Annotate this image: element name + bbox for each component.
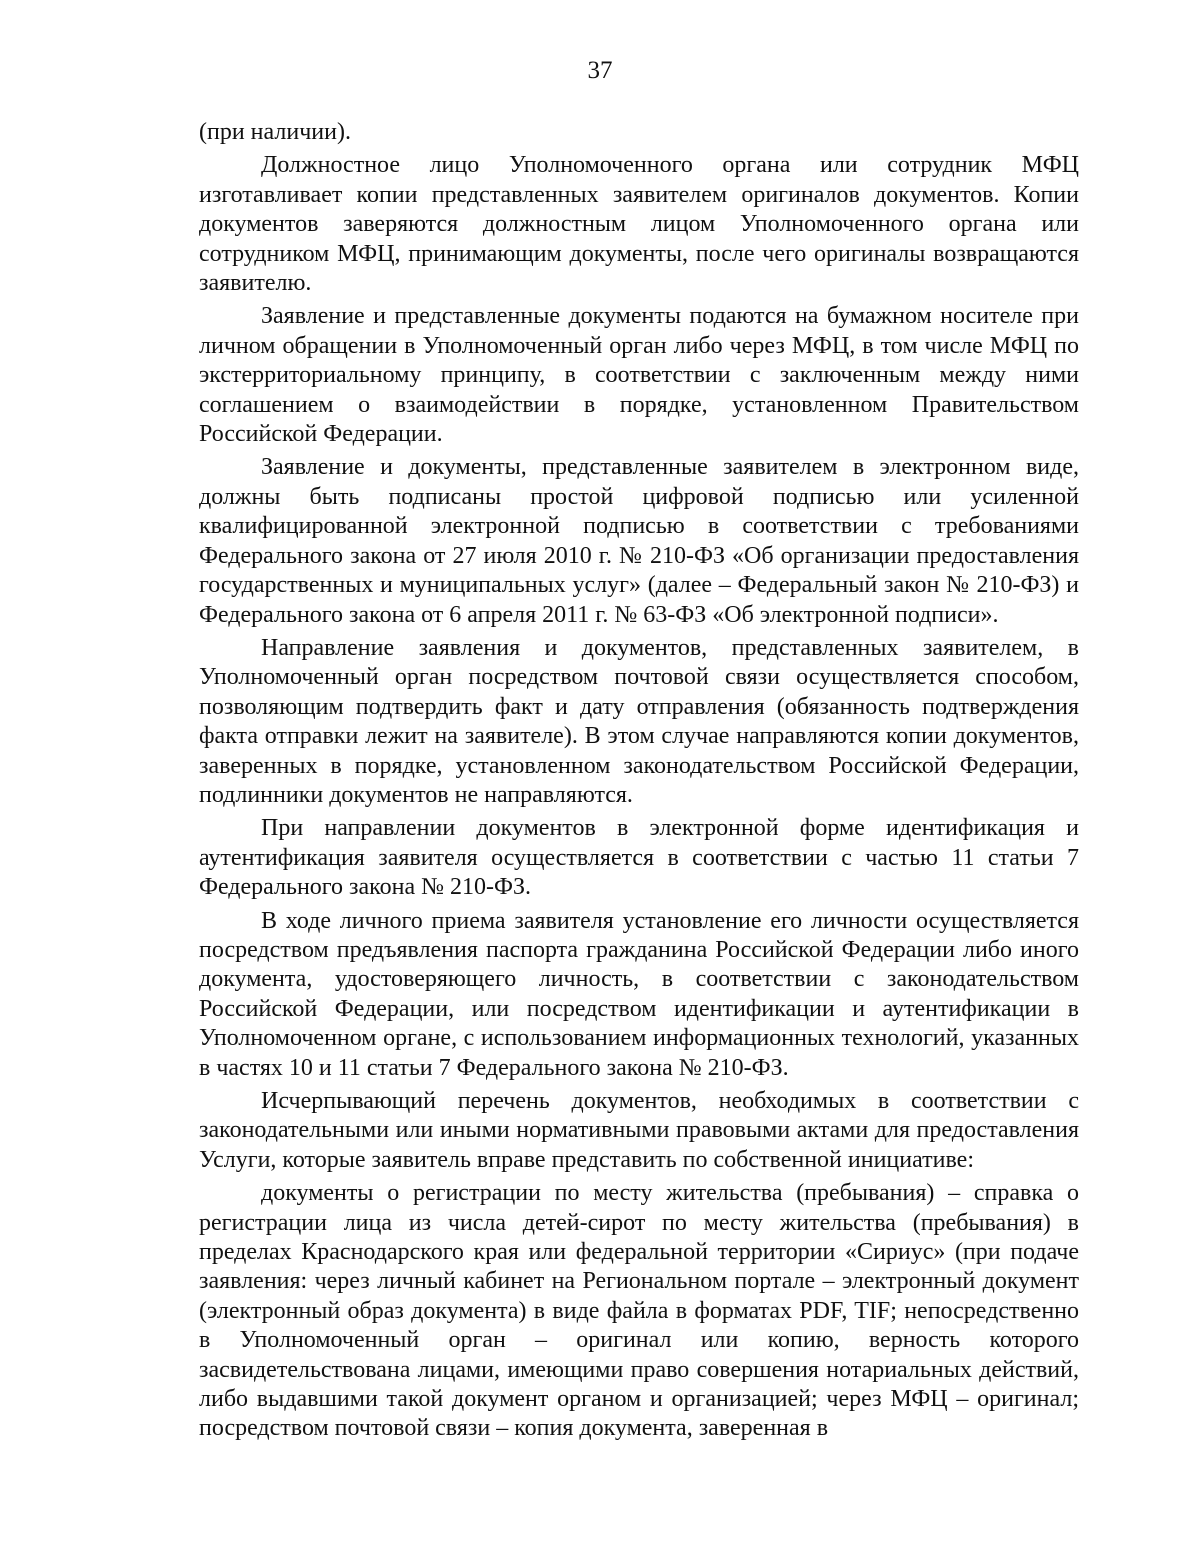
paragraph: Должностное лицо Уполномоченного органа или сотрудник МФЦ изготавливает копии представленных заявителем оригиналов документов. Копии документов заверяются должностным лицом Уполномоченного органа или сотрудником МФЦ, принимающим документы, после чего оригиналы возвращаются заявителю. (199, 152, 1079, 297)
paragraph: Исчерпывающий перечень документов, необходимых в соответствии с законодательными или иными нормативными правовыми актами для предоставления Услуги, которые заявитель вправе представить по собственной инициативе: (199, 1088, 1079, 1173)
paragraph: При направлении документов в электронной форме идентификация и аутентификация заявителя осуществляется в соответствии с частью 11 статьи 7 Федерального закона № 210-ФЗ. (199, 815, 1079, 901)
document-body (199, 118, 1079, 1448)
paragraph: Направление заявления и документов, представленных заявителем, в Уполномоченный орган посредством почтовой связи осуществляется способом, позволяющим подтвердить факт и дату отправления (обязанность подтверждения факта отправки лежит на заявителе). В этом случае направляются копии документов, заверенных в порядке, установленном законодательством Российской Федерации, подлинники документов не направляются. (199, 634, 1079, 808)
page-number: 37 (587, 57, 613, 84)
paragraph: В ходе личного приема заявителя установление его личности осуществляется посредством предъявления паспорта гражданина Российской Федерации либо иного документа, удостоверяющего личность, в соответствии с законодательством Российской Федерации, или посредством идентификации и аутентификации в Уполномоченном органе, с использованием информационных технологий, указанных в частях 10 и 11 статьи 7 Федерального закона № 210-ФЗ. (199, 907, 1079, 1081)
paragraph: Заявление и представленные документы подаются на бумажном носителе при личном обращении в Уполномоченный орган либо через МФЦ, в том числе МФЦ по экстерриториальному принципу, в соответствии с заключенным между ними соглашением о взаимодействии в порядке, установленном Правительством Российской Федерации. (199, 303, 1079, 448)
paragraph: (при наличии). (199, 119, 351, 145)
paragraph: Заявление и документы, представленные заявителем в электронном виде, должны быть подписаны простой цифровой подписью или усиленной квалифицированной электронной подписью в соответствии с требованиями Федерального закона от 27 июля 2010 г. № 210-ФЗ «Об организации предоставления государственных и муниципальных услуг» (далее – Федеральный закон № 210-ФЗ) и Федерального закона от 6 апреля 2011 г. № 63-ФЗ «Об электронной подписи». (199, 454, 1079, 628)
paragraph: документы о регистрации по месту жительства (пребывания) – справка о регистрации лица из числа детей-сирот по месту жительства (пребывания) в пределах Краснодарского края или федеральной территории «Сириус» (при подаче заявления: через личный кабинет на Региональном портале – электронный документ (электронный образ документа) в виде файла в форматах PDF, TIF; непосредственно в Уполномоченный орган – оригинал или копию, верность которого засвидетельствована лицами, имеющими право совершения нотариальных действий, либо выдавшими такой документ органом и организацией; через МФЦ – оригинал; посредством почтовой связи – копия документа, заверенная в (199, 1180, 1079, 1442)
